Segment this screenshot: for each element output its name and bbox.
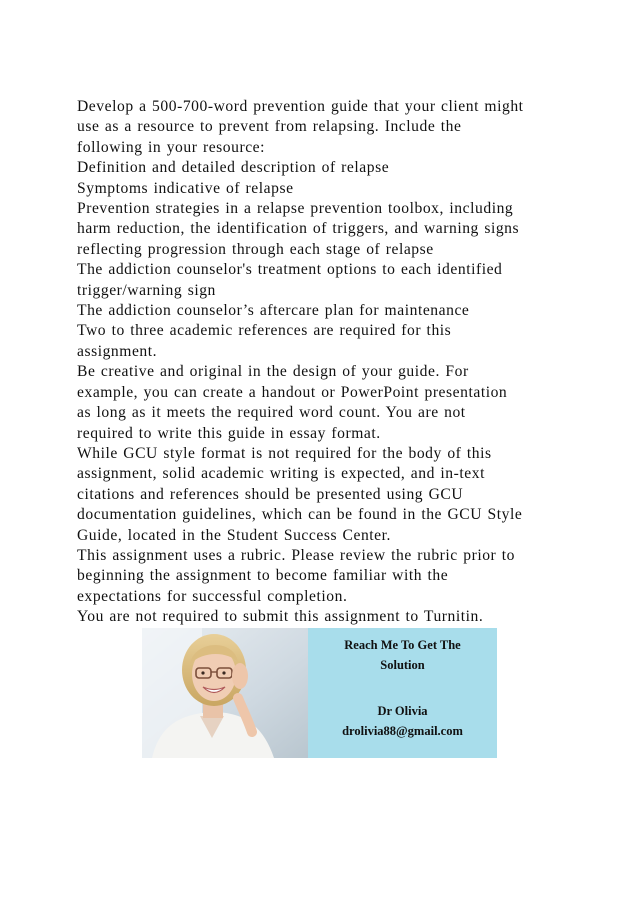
document-line: Develop a 500-700-word prevention guide that your client might [77, 98, 524, 115]
document-line: Be creative and original in the design of your guide. For [77, 363, 469, 381]
document-line: documentation guidelines, which can be found in the GCU Style [77, 506, 523, 524]
document-line: While GCU style format is not required for the body of this [77, 444, 492, 462]
document-line: use as a resource to prevent from relapsing. Include the [77, 118, 462, 136]
document-line: Two to three academic references are required for this [77, 322, 452, 340]
document-line: example, you can create a handout or PowerPoint presentation [77, 383, 508, 401]
promo-banner [142, 628, 497, 758]
document-line: required to write this guide in essay format. [77, 424, 381, 442]
document-line: You are not required to submit this assignment to Turnitin. [77, 608, 484, 626]
document-line: beginning the assignment to become familiar with the [77, 567, 449, 585]
document-line: assignment. [77, 342, 158, 360]
document-line: Guide, located in the Student Success Center. [77, 526, 391, 544]
contact-name: Dr Olivia [377, 704, 428, 718]
document-line: expectations for successful completion. [77, 587, 348, 605]
promo-headline-line2: Solution [380, 658, 425, 672]
document-line: assignment, solid academic writing is expected, and in-text [77, 465, 485, 483]
document-line: Symptoms indicative of relapse [77, 179, 294, 197]
document-line: reflecting progression through each stage of relapse [77, 240, 434, 258]
document-line: Definition and detailed description of relapse [77, 159, 390, 177]
assignment-instructions [77, 97, 567, 628]
document-line: This assignment uses a rubric. Please review the rubric prior to [77, 546, 515, 564]
document-line: as long as it meets the required word count. You are not [77, 404, 466, 422]
woman-portrait-image [142, 628, 308, 758]
document-line: trigger/warning sign [77, 281, 216, 299]
document-line: The addiction counselor’s aftercare plan for maintenance [77, 302, 470, 320]
document-line: citations and references should be presented using GCU [77, 485, 464, 503]
promo-headline-line1: Reach Me To Get The [344, 638, 461, 652]
contact-card [308, 628, 497, 758]
document-line: The addiction counselor's treatment options to each identified [77, 261, 503, 279]
contact-email: drolivia88@gmail.com [342, 724, 463, 738]
document-line: harm reduction, the identification of triggers, and warning signs [77, 220, 520, 238]
document-line: following in your resource: [77, 138, 266, 156]
document-line: Prevention strategies in a relapse prevention toolbox, including [77, 200, 514, 218]
